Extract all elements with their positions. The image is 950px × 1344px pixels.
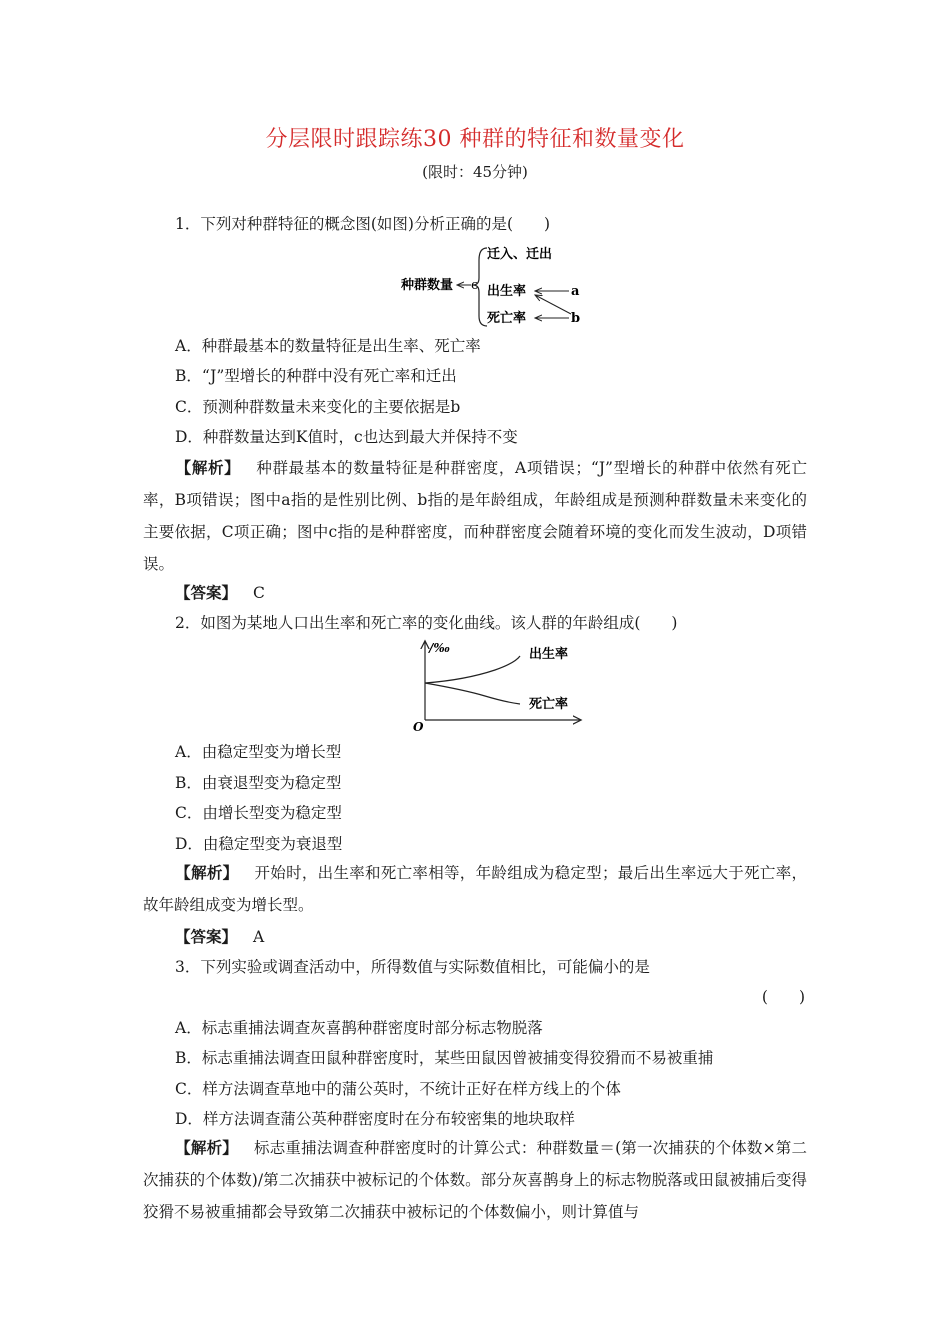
- chart-death-rate-line: [425, 683, 520, 704]
- q2-option-d: D．由稳定型变为衰退型: [175, 835, 343, 853]
- q1-option-b: B．“J”型增长的种群中没有死亡率和迁出: [175, 367, 457, 385]
- q1-answer-value: C: [253, 584, 265, 602]
- diagram-label-a: a: [571, 284, 580, 299]
- q2-rate-chart: [405, 638, 585, 733]
- q1-answer: [175, 581, 265, 603]
- diagram-branch-birth: 出生率: [487, 284, 527, 299]
- q1-option-a: A．种群最基本的数量特征是出生率、死亡率: [175, 337, 481, 355]
- q3-stem: 3．下列实验或调查活动中，所得数值与实际数值相比，可能偏小的是: [175, 958, 650, 976]
- q2-option-a: A．由稳定型变为增长型: [175, 743, 342, 761]
- diagram-branch-migration: 迁入、迁出: [487, 247, 553, 262]
- diagram-label-population: 种群数量: [401, 278, 454, 293]
- chart-origin: O: [413, 720, 424, 733]
- q1-option-c: C．预测种群数量未来变化的主要依据是b: [175, 398, 461, 416]
- diagram-label-b: b: [571, 311, 581, 326]
- q3-option-b: B．标志重捕法调查田鼠种群密度时，某些田鼠因曾被捕变得狡猾而不易被重捕: [175, 1049, 714, 1067]
- q2-option-b: B．由衰退型变为稳定型: [175, 774, 342, 792]
- q3-option-c: C．样方法调查草地中的蒲公英时，不统计正好在样方线上的个体: [175, 1080, 621, 1098]
- q1-option-d: D．种群数量达到K值时，c也达到最大并保持不变: [175, 428, 518, 446]
- diagram-label-c: c: [471, 278, 479, 293]
- q3-answer-paren: ( ): [761, 988, 805, 1006]
- q2-analysis-text: 开始时，出生率和死亡率相等，年龄组成为稳定型；最后出生率远大于死亡率，故年龄组成变为增长型。: [143, 864, 807, 914]
- q1-analysis: [143, 452, 807, 580]
- diagram-arrow-b-birth: [535, 295, 571, 314]
- diagram-branch-death: 死亡率: [487, 311, 527, 326]
- q1-concept-diagram: [395, 240, 595, 330]
- q3-option-d: D．样方法调查蒲公英种群密度时在分布较密集的地块取样: [175, 1110, 575, 1128]
- q2-answer: [175, 925, 264, 947]
- q3-analysis-text: 标志重捕法调查种群密度时的计算公式：种群数量＝(第一次捕获的个体数×第二次捕获的个体数)/第二次捕获中被标记的个体数。部分灰喜鹊身上的标志物脱落或田鼠被捕后变得狡猾不易被重捕都会导致第二次捕获中被标记的个体数偏小，则计算值与: [143, 1139, 807, 1221]
- q2-analysis: [143, 857, 807, 921]
- q1-analysis-text: 种群最基本的数量特征是种群密度，A项错误；“J”型增长的种群中依然有死亡率，B项错误；图中a指的是性别比例、b指的是年龄组成，年龄组成是预测种群数量未来变化的主要依据，C项正确；图中c指的是种群密度，而种群密度会随着环境的变化而发生波动，D项错误。: [143, 459, 807, 573]
- q1-stem: 1．下列对种群特征的概念图(如图)分析正确的是( ): [175, 215, 551, 233]
- q1-answer-tag: 【答案】: [175, 583, 238, 602]
- chart-birth-rate-line: [425, 656, 520, 683]
- q3-option-a: A．标志重捕法调查灰喜鹊种群密度时部分标志物脱落: [175, 1019, 543, 1037]
- q2-option-c: C．由增长型变为稳定型: [175, 804, 342, 822]
- q2-stem: 2．如图为某地人口出生率和死亡率的变化曲线。该人群的年龄组成( ): [175, 614, 678, 632]
- chart-death-rate-label: 死亡率: [529, 697, 569, 712]
- chart-y-unit: /‰: [429, 641, 450, 655]
- chart-birth-rate-label: 出生率: [529, 647, 569, 662]
- q3-analysis-tag: 【解析】: [175, 1138, 238, 1157]
- page-title: 分层限时跟踪练30 种群的特征和数量变化: [265, 127, 685, 152]
- q1-analysis-tag: 【解析】: [175, 458, 241, 477]
- q2-analysis-tag: 【解析】: [175, 863, 239, 882]
- q2-answer-tag: 【答案】: [175, 927, 238, 946]
- q3-analysis: [143, 1132, 807, 1228]
- time-limit: (限时：45分钟): [422, 163, 528, 181]
- q2-answer-value: A: [253, 928, 265, 946]
